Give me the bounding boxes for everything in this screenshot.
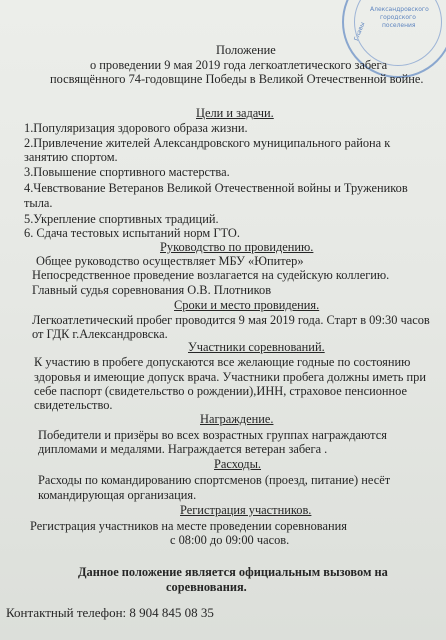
goal-item-3: 3.Повышение спортивного мастерства. — [24, 165, 230, 179]
stamp-line-3: поселения — [382, 22, 416, 29]
awards-heading: Награждение. — [200, 412, 274, 426]
participants-line-3: себе паспорт (свидетельство о рождении),ИНН, страховое пенсионное — [34, 384, 408, 398]
stamp-line-1: Александровского — [370, 6, 429, 13]
participants-heading: Участники соревнований. — [188, 340, 325, 354]
expenses-line-1: Расходы по командированию спортсменов (проезд, питание) несёт — [38, 473, 391, 487]
expenses-heading: Расходы. — [214, 457, 262, 471]
official-call-line-1: Данное положение является официальным вызовом на — [78, 565, 388, 579]
official-call-line-2: соревнования. — [166, 580, 247, 594]
participants-line-2: здоровья и имеющие допуск врача. Участники пробега должны иметь при — [34, 370, 426, 384]
goal-item-1: 1.Популяризация здорового образа жизни. — [24, 121, 248, 135]
stamp-line-2: городского — [380, 14, 416, 21]
document-title: Положение — [216, 43, 276, 57]
participants-line-4: свидетельство. — [34, 398, 113, 412]
dates-heading: Сроки и место провидения. — [174, 298, 320, 312]
stamp-arc-text: Главы — [353, 21, 367, 42]
subtitle-line-2: посвящённого 74-годовщине Победы в Великой Отечественной войне. — [50, 72, 424, 86]
participants-line-1: К участию в пробеге допускаются все желающие годные по состоянию — [34, 355, 411, 369]
dates-line-2: от ГДК г.Александровска. — [32, 327, 168, 341]
goal-item-4: 4.Чевствование Ветеранов Великой Отечественной войны и Тружеников — [24, 181, 408, 195]
management-line-3: Главный судья соревнования О.В. Плотников — [32, 283, 272, 297]
goal-item-6: 6. Сдача тестовых испытаний норм ГТО. — [24, 226, 240, 240]
dates-line-1: Легкоатлетический пробег проводится 9 мая 2019 года. Старт в 09:30 часов — [32, 313, 430, 327]
goal-item-4-cont: тыла. — [24, 196, 53, 210]
registration-heading: Регистрация участников. — [180, 503, 312, 517]
goals-heading: Цели и задачи. — [196, 106, 274, 120]
registration-line-1: Регистрация участников на месте проведении соревнования — [30, 519, 347, 533]
expenses-line-2: командирующая организация. — [38, 488, 197, 502]
goal-item-5: 5.Укрепление спортивных традиций. — [24, 212, 219, 226]
management-line-1: Общее руководство осуществляет МБУ «Юпитер» — [36, 254, 304, 268]
awards-line-1: Победители и призёры во всех возрастных группах награждаются — [38, 428, 387, 442]
contact-phone: Контактный телефон: 8 904 845 08 35 — [6, 605, 214, 620]
subtitle-line-1: о проведении 9 мая 2019 года легкоатлетического забега — [90, 58, 388, 72]
management-heading: Руководство по провидению. — [160, 240, 314, 254]
goal-item-2: 2.Привлечение жителей Александровского муниципального района к — [24, 136, 391, 150]
goal-item-2-cont: занятию спортом. — [24, 150, 118, 164]
awards-line-2: дипломами и медалями. Награждается ветеран забега . — [38, 442, 328, 456]
registration-line-2: с 08:00 до 09:00 часов. — [170, 533, 290, 547]
management-line-2: Непосредственное проведение возлагается на судейскую коллегию. — [32, 268, 390, 282]
